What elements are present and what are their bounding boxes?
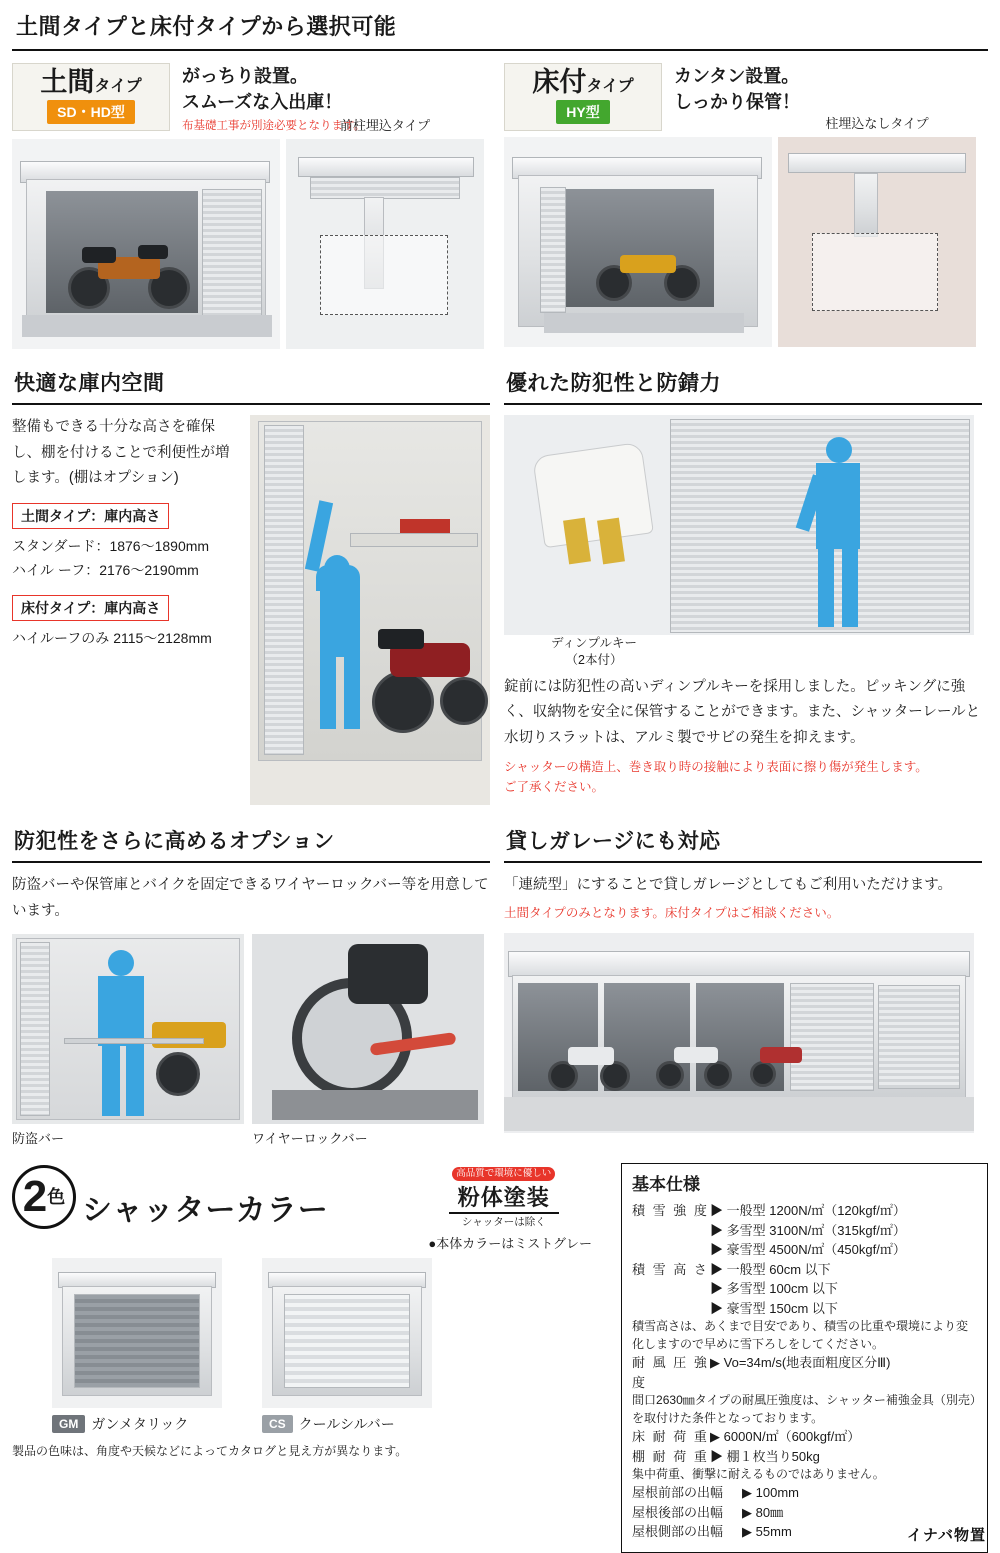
spec-label: 積 雪 高 さ [632, 1261, 709, 1277]
type-badge-suffix: タイプ [94, 78, 142, 95]
interior-spec-heading-2: 床付タイプ：庫内高さ [12, 595, 169, 621]
headline-note: 布基礎工事が別途必要となります。 [182, 120, 366, 133]
spec-value: ▶ 多雪型 3100N/㎡（315kgf/㎡） [710, 1222, 906, 1238]
spec-value: ▶ Vo=34m/s(地表面粗度区分Ⅲ) [710, 1355, 891, 1371]
headline-1: カンタン設置。 [674, 66, 800, 86]
color-count-number: 2 [22, 1172, 48, 1222]
section-colors [12, 1163, 607, 1553]
photo-wire-lock-bar [252, 934, 484, 1124]
spec-note-2: 間口2630㎜タイプの耐風圧強度は、シャッター補強金具（別売）を取付けた条件となっております。 [632, 1393, 976, 1425]
interior-spec-line-1: スタンダード：1876〜1890mm [12, 538, 210, 555]
options-caption-right: ワイヤーロックバー [252, 1130, 368, 1146]
color-count-suffix: 色 [47, 1187, 66, 1208]
headline-1: がっちり設置。 [182, 66, 308, 86]
spec-note-3: 集中荷重、衝撃に耐えるものではありません。 [632, 1467, 885, 1481]
powder-coating-badge [449, 1163, 559, 1229]
options-caption-left: 防盗バー [12, 1130, 65, 1146]
brand-logo: イナバ物置 [906, 1527, 986, 1544]
security-body: 錠前には防犯性の高いディンプルキーを採用しました。ピッキングに強く、収納物を安全に保管することができます。また、シャッターレールと水切りスラットは、アルミ製でサビの発生を抑えます。 [504, 678, 981, 746]
security-note-2: ご了承ください。 [504, 780, 605, 795]
section-rental [504, 821, 982, 1147]
type-badge-main: 土間 [40, 67, 95, 97]
type-model-label: SD・HD型 [47, 100, 135, 124]
headline-2: スムーズな入出庫！ [182, 92, 343, 113]
type-badge-yuka [504, 63, 662, 131]
photo-security [504, 415, 974, 635]
photo-interior [250, 415, 490, 805]
spec-note-1: 積雪高さは、あくまで目安であり、積雪の比重や環境により変化しますので早めに雪下ろしをしてください。 [632, 1319, 969, 1351]
spec-value: ▶ 80㎜ [742, 1504, 784, 1520]
color-name-gm: ガンメタリック [91, 1416, 189, 1433]
spec-value: ▶ 多雪型 100cm 以下 [710, 1281, 838, 1297]
spec-label: 床 耐 荷 重 [632, 1429, 709, 1444]
rental-body: 「連続型」にすることで貸しガレージとしてもご利用いただけます。 [504, 877, 953, 894]
color-code-cs: CS [262, 1415, 293, 1433]
spec-table [621, 1163, 988, 1553]
spec-value: ▶ 一般型 1200N/㎡（120kgf/㎡） [710, 1203, 906, 1219]
spec-title: 基本仕様 [632, 1174, 701, 1194]
spec-value: ▶ 55mm [742, 1524, 792, 1540]
type-caption-yuka [674, 63, 800, 115]
photo-caption-doma: 前柱埋込タイプ [339, 118, 431, 134]
section-row-4 [12, 1163, 988, 1553]
type-badge-doma [12, 63, 170, 131]
interior-spec-line-2: ハイル ーフ：2176〜2190mm [12, 562, 199, 579]
colors-footnote: 製品の色味は、角度や天候などによってカタログと見え方が異なります。 [12, 1444, 408, 1459]
key-caption-1: ディンプルキー [550, 636, 637, 651]
powder-ribbon: 高品質で環境に優しい [452, 1167, 555, 1181]
powder-main: 粉体塗装 [449, 1181, 559, 1214]
spec-value: ▶ 一般型 60cm 以下 [710, 1261, 831, 1277]
spec-label: 屋根前部の出幅 [632, 1485, 724, 1501]
photo-caption-yuka: 柱埋込なしタイプ [825, 116, 929, 132]
section-title-interior: 快適な庫内空間 [12, 363, 490, 405]
photo-rental-garages [504, 933, 974, 1133]
type-model-label: HY型 [556, 100, 609, 124]
type-badge-suffix: タイプ [586, 78, 634, 95]
color-card-gm [52, 1258, 222, 1434]
headline-2: しっかり保管！ [674, 92, 800, 113]
color-code-gm: GM [52, 1415, 85, 1433]
spec-value: ▶ 豪雪型 4500N/㎡（450kgf/㎡） [710, 1242, 906, 1258]
section-title-rental: 貸しガレージにも対応 [504, 821, 982, 863]
color-count [12, 1165, 76, 1229]
key-caption-2: （2本付） [565, 653, 623, 668]
type-card-yuka [504, 63, 982, 349]
photo-doma-post-detail [286, 118, 484, 349]
photo-yuka-post-detail [778, 116, 976, 347]
section-row-3 [12, 821, 988, 1147]
options-body: 防盗バーや保管庫とバイクを固定できるワイヤーロックバー等を用意しています。 [12, 877, 489, 919]
key-icon [532, 442, 654, 548]
spec-value: ▶ 棚１枚当り50kg [710, 1448, 820, 1464]
spec-value: ▶ 6000N/㎡（600kgf/㎡） [710, 1429, 861, 1444]
spec-value: ▶ 100mm [742, 1485, 800, 1501]
photo-yuka-garage [504, 137, 772, 347]
section-security [504, 363, 982, 805]
spec-label: 耐 風 圧 強 度 [632, 1355, 709, 1390]
section-title-security: 優れた防犯性と防錆力 [504, 363, 982, 405]
interior-body: 整備もできる十分な高さを確保し、棚を付けることで利便性が増します。(棚はオプション) [12, 419, 230, 486]
spec-label: 屋根側部の出幅 [632, 1524, 724, 1540]
type-card-doma [12, 63, 490, 349]
rental-note: 土間タイプのみとなります。床付タイプはご相談ください。 [504, 905, 840, 920]
spec-label: 棚 耐 荷 重 [632, 1448, 709, 1464]
security-note-1: シャッターの構造上、巻き取り時の接触により表面に擦り傷が発生します。 [504, 760, 928, 775]
section-title-options: 防犯性をさらに高めるオプション [12, 821, 490, 863]
section-row-2 [12, 363, 988, 805]
powder-note: シャッターは除く [461, 1216, 546, 1229]
spec-label: 積 雪 強 度 [632, 1203, 709, 1219]
body-color-note: ●本体カラーはミストグレー [428, 1236, 592, 1252]
spec-value: ▶ 豪雪型 150cm 以下 [710, 1300, 838, 1316]
page-title: 土間タイプと床付タイプから選択可能 [12, 0, 988, 51]
spec-label: 屋根後部の出幅 [632, 1504, 724, 1520]
section-interior [12, 363, 490, 805]
interior-spec-heading-1: 土間タイプ：庫内高さ [12, 503, 169, 529]
photo-antitheft-bar [12, 934, 244, 1124]
type-badge-main: 床付 [532, 67, 587, 97]
photo-doma-garage [12, 139, 280, 349]
colors-title: シャッターカラー [82, 1194, 329, 1228]
interior-spec-line-3: ハイルーフのみ 2115〜2128mm [12, 629, 212, 646]
section-options [12, 821, 490, 1147]
color-name-cs: クールシルバー [298, 1416, 395, 1433]
type-comparison [12, 63, 988, 349]
color-card-cs [262, 1258, 432, 1434]
